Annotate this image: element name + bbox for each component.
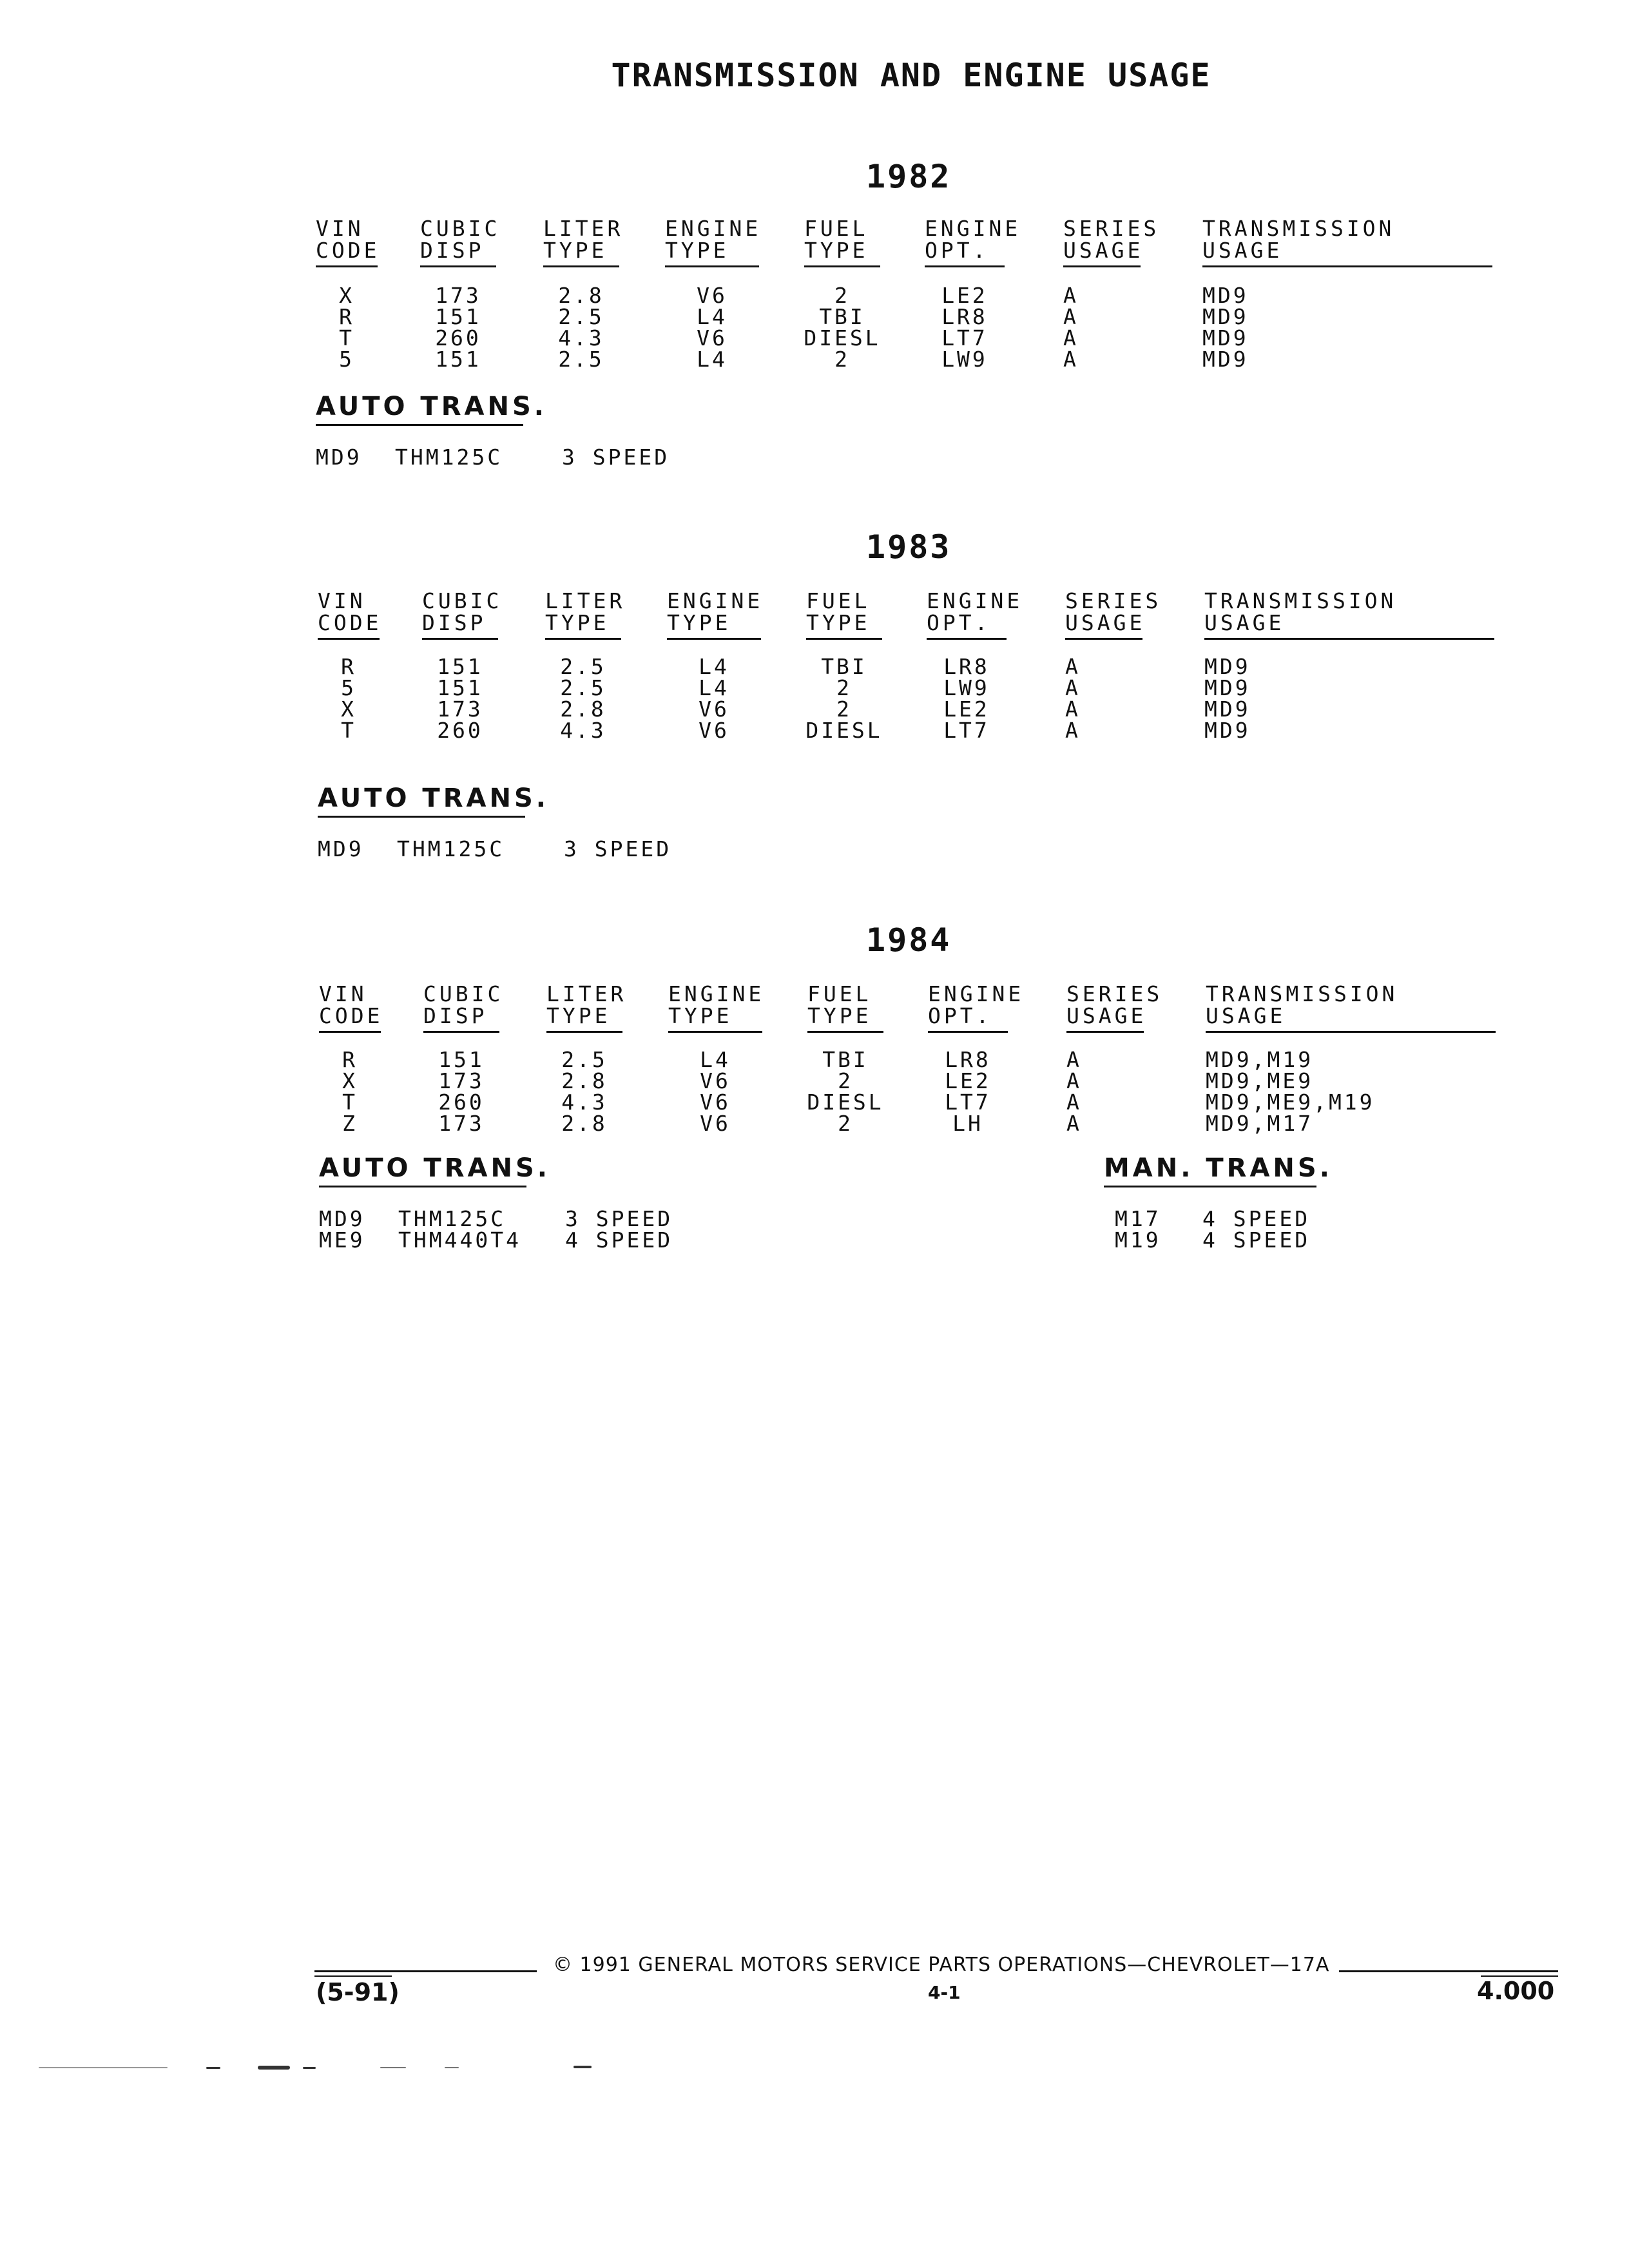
- column-header-underline: [927, 638, 1007, 640]
- table-cell-cubic: 173: [435, 283, 481, 308]
- auto-trans-model: THM125C: [397, 836, 505, 861]
- table-cell-opt: LW9: [941, 347, 988, 372]
- auto-trans-speed: 4 SPEED: [565, 1227, 673, 1253]
- table-cell-vin: R: [341, 654, 356, 679]
- column-header-line2: TYPE: [806, 610, 871, 635]
- table-cell-opt: LR8: [945, 1047, 991, 1072]
- table-cell-engine: V6: [700, 1090, 731, 1115]
- table-cell-engine: V6: [700, 1111, 731, 1136]
- table-cell-cubic: 173: [438, 1068, 485, 1093]
- column-header-vin: [319, 983, 383, 1027]
- table-cell-engine: L4: [697, 304, 728, 329]
- scan-artifact: [380, 2067, 406, 2068]
- table-cell-vin: T: [339, 325, 354, 351]
- column-header-liter: [543, 218, 623, 262]
- table-cell-liter: 4.3: [558, 325, 604, 351]
- table-cell-trans: MD9: [1204, 675, 1251, 700]
- table-cell-series: A: [1066, 1047, 1082, 1072]
- column-header-line1: SERIES: [1065, 588, 1162, 613]
- table-cell-vin: X: [341, 697, 356, 722]
- table-cell-opt: LE2: [941, 283, 988, 308]
- auto-trans-underline: [318, 816, 525, 818]
- column-header-line1: FUEL: [804, 216, 869, 241]
- column-header-underline: [545, 638, 621, 640]
- table-cell-series: A: [1063, 283, 1079, 308]
- table-cell-engine: L4: [699, 654, 729, 679]
- column-header-line1: VIN: [316, 216, 364, 241]
- column-header-underline: [316, 265, 378, 267]
- column-header-engine: [667, 590, 763, 634]
- column-header-line1: CUBIC: [422, 588, 503, 613]
- table-cell-fuel: TBI: [819, 304, 865, 329]
- column-header-underline: [665, 265, 759, 267]
- table-cell-cubic: 173: [438, 1111, 485, 1136]
- column-header-line2: DISP: [423, 1003, 488, 1028]
- table-cell-series: A: [1065, 697, 1081, 722]
- table-cell-opt: LE2: [943, 697, 990, 722]
- table-cell-fuel: 2: [834, 347, 850, 372]
- column-header-line2: TYPE: [543, 238, 608, 263]
- column-header-line2: DISP: [422, 610, 487, 635]
- table-cell-cubic: 173: [437, 697, 483, 722]
- table-cell-engine: V6: [697, 325, 728, 351]
- table-cell-opt: LR8: [941, 304, 988, 329]
- column-header-line2: TYPE: [545, 610, 610, 635]
- table-cell-vin: R: [342, 1047, 358, 1072]
- table-cell-fuel: 2: [838, 1111, 853, 1136]
- table-cell-series: A: [1063, 325, 1079, 351]
- table-cell-fuel: 2: [834, 283, 850, 308]
- column-header-vin: [316, 218, 380, 262]
- column-header-underline: [806, 638, 882, 640]
- table-cell-series: A: [1065, 718, 1081, 743]
- column-header-line2: OPT.: [928, 1003, 992, 1028]
- table-cell-opt: LT7: [943, 718, 990, 743]
- column-header-trans: [1204, 590, 1396, 634]
- table-cell-liter: 2.5: [560, 654, 606, 679]
- column-header-line1: SERIES: [1063, 216, 1160, 241]
- auto-trans-speed: 3 SPEED: [565, 1206, 673, 1231]
- column-header-underline: [423, 1031, 499, 1033]
- man-trans-code: M17: [1115, 1206, 1161, 1231]
- auto-trans-label: AUTO TRANS.: [319, 1153, 550, 1183]
- table-cell-fuel: TBI: [821, 654, 867, 679]
- table-cell-engine: L4: [700, 1047, 731, 1072]
- column-header-line2: TYPE: [807, 1003, 872, 1028]
- auto-trans-model: THM440T4: [398, 1227, 521, 1253]
- table-cell-cubic: 260: [435, 325, 481, 351]
- table-cell-engine: V6: [699, 697, 729, 722]
- table-cell-engine: L4: [697, 347, 728, 372]
- auto-trans-code: ME9: [319, 1227, 365, 1253]
- column-header-line2: CODE: [316, 238, 380, 263]
- column-header-line1: ENGINE: [667, 588, 764, 613]
- column-header-line2: OPT.: [925, 238, 989, 263]
- column-header-line1: LITER: [546, 981, 627, 1006]
- table-cell-trans: MD9,ME9,M19: [1206, 1090, 1375, 1115]
- footer-copyright: © 1991 GENERAL MOTORS SERVICE PARTS OPERATIONS—CHEVROLET—17A: [553, 1954, 1330, 1976]
- column-header-fuel: [804, 218, 868, 262]
- column-header-series: [1066, 983, 1162, 1027]
- man-trans-underline: [1104, 1186, 1316, 1187]
- year-heading: 1982: [866, 158, 952, 195]
- column-header-underline: [546, 1031, 622, 1033]
- footer-section-number: 4.000: [1477, 1977, 1555, 2005]
- column-header-line1: ENGINE: [927, 588, 1023, 613]
- table-cell-liter: 2.8: [560, 697, 606, 722]
- table-cell-trans: MD9,M19: [1206, 1047, 1314, 1072]
- year-heading: 1983: [866, 528, 952, 566]
- auto-trans-speed: 3 SPEED: [564, 836, 672, 861]
- table-cell-series: A: [1066, 1111, 1082, 1136]
- table-cell-engine: V6: [697, 283, 728, 308]
- column-header-opt: [925, 218, 1021, 262]
- column-header-underline: [1206, 1031, 1496, 1033]
- table-cell-trans: MD9: [1202, 283, 1249, 308]
- table-cell-trans: MD9: [1204, 654, 1251, 679]
- column-header-underline: [807, 1031, 883, 1033]
- table-cell-fuel: DIESL: [804, 325, 881, 351]
- scan-artifact: [39, 2067, 168, 2068]
- table-cell-cubic: 260: [437, 718, 483, 743]
- column-header-underline: [422, 638, 498, 640]
- column-header-cubic: [423, 983, 503, 1027]
- year-heading: 1984: [866, 921, 952, 959]
- column-header-line1: ENGINE: [665, 216, 762, 241]
- table-cell-cubic: 151: [438, 1047, 485, 1072]
- table-cell-opt: LW9: [943, 675, 990, 700]
- column-header-line2: USAGE: [1204, 610, 1285, 635]
- column-header-line1: CUBIC: [423, 981, 504, 1006]
- column-header-underline: [1202, 265, 1492, 267]
- table-cell-vin: T: [341, 718, 356, 743]
- table-cell-series: A: [1063, 347, 1079, 372]
- column-header-line2: TYPE: [546, 1003, 611, 1028]
- column-header-line1: TRANSMISSION: [1204, 588, 1397, 613]
- table-cell-fuel: DIESL: [807, 1090, 884, 1115]
- table-cell-fuel: 2: [838, 1068, 853, 1093]
- table-cell-opt: LT7: [945, 1090, 991, 1115]
- column-header-line2: TYPE: [804, 238, 869, 263]
- table-cell-fuel: 2: [836, 675, 852, 700]
- table-cell-trans: MD9: [1202, 304, 1249, 329]
- column-header-line2: USAGE: [1065, 610, 1146, 635]
- table-cell-fuel: 2: [836, 697, 852, 722]
- scan-artifact: [574, 2066, 592, 2068]
- table-cell-trans: MD9,M17: [1206, 1111, 1314, 1136]
- column-header-trans: [1202, 218, 1394, 262]
- footer-date: (5-91): [316, 1978, 400, 2006]
- column-header-line1: TRANSMISSION: [1202, 216, 1395, 241]
- column-header-line1: FUEL: [806, 588, 871, 613]
- table-cell-series: A: [1066, 1090, 1082, 1115]
- table-cell-vin: Z: [342, 1111, 358, 1136]
- column-header-opt: [927, 590, 1023, 634]
- column-header-line1: ENGINE: [925, 216, 1021, 241]
- column-header-underline: [925, 265, 1005, 267]
- column-header-line1: VIN: [318, 588, 366, 613]
- column-header-fuel: [807, 983, 871, 1027]
- column-header-underline: [928, 1031, 1008, 1033]
- column-header-vin: [318, 590, 381, 634]
- table-cell-series: A: [1065, 675, 1081, 700]
- column-header-line1: FUEL: [807, 981, 872, 1006]
- column-header-line2: OPT.: [927, 610, 991, 635]
- page-title: TRANSMISSION AND ENGINE USAGE: [611, 57, 1211, 94]
- table-cell-trans: MD9: [1202, 325, 1249, 351]
- auto-trans-model: THM125C: [398, 1206, 506, 1231]
- column-header-line1: ENGINE: [928, 981, 1025, 1006]
- man-trans-speed: 4 SPEED: [1202, 1227, 1311, 1253]
- man-trans-label: MAN. TRANS.: [1104, 1153, 1333, 1183]
- column-header-line2: CODE: [318, 610, 382, 635]
- column-header-line1: LITER: [543, 216, 624, 241]
- column-header-underline: [1065, 638, 1142, 640]
- column-header-cubic: [422, 590, 502, 634]
- table-cell-trans: MD9: [1202, 347, 1249, 372]
- scan-artifact: [206, 2067, 220, 2069]
- column-header-underline: [319, 1031, 381, 1033]
- table-cell-vin: R: [339, 304, 354, 329]
- table-cell-liter: 2.8: [558, 283, 604, 308]
- table-cell-opt: LH: [952, 1111, 983, 1136]
- table-cell-liter: 2.8: [561, 1068, 608, 1093]
- column-header-liter: [546, 983, 626, 1027]
- column-header-engine: [665, 218, 761, 262]
- column-header-line2: USAGE: [1066, 1003, 1147, 1028]
- table-cell-cubic: 151: [437, 675, 483, 700]
- column-header-underline: [1066, 1031, 1144, 1033]
- table-cell-liter: 2.5: [558, 347, 604, 372]
- column-header-underline: [1063, 265, 1141, 267]
- column-header-line2: TYPE: [667, 610, 731, 635]
- table-cell-liter: 2.8: [561, 1111, 608, 1136]
- column-header-line2: TYPE: [665, 238, 729, 263]
- column-header-line1: VIN: [319, 981, 367, 1006]
- table-cell-liter: 4.3: [560, 718, 606, 743]
- table-cell-vin: T: [342, 1090, 358, 1115]
- column-header-line2: USAGE: [1063, 238, 1144, 263]
- column-header-line1: TRANSMISSION: [1206, 981, 1398, 1006]
- footer-page-number: 4-1: [928, 1982, 961, 2003]
- table-cell-engine: L4: [699, 675, 729, 700]
- table-cell-trans: MD9: [1204, 718, 1251, 743]
- auto-trans-code: MD9: [316, 445, 362, 470]
- table-cell-series: A: [1065, 654, 1081, 679]
- auto-trans-code: MD9: [318, 836, 364, 861]
- auto-trans-speed: 3 SPEED: [562, 445, 670, 470]
- table-cell-liter: 2.5: [558, 304, 604, 329]
- column-header-underline: [318, 638, 380, 640]
- footer-rule-bottom-left: [314, 1975, 392, 1977]
- table-cell-liter: 2.5: [560, 675, 606, 700]
- man-trans-code: M19: [1115, 1227, 1161, 1253]
- column-header-series: [1063, 218, 1159, 262]
- table-cell-vin: 5: [341, 675, 356, 700]
- column-header-line2: USAGE: [1206, 1003, 1286, 1028]
- table-cell-fuel: DIESL: [805, 718, 883, 743]
- column-header-fuel: [806, 590, 870, 634]
- table-cell-cubic: 151: [435, 304, 481, 329]
- table-cell-series: A: [1063, 304, 1079, 329]
- scan-artifact: [445, 2067, 459, 2068]
- column-header-trans: [1206, 983, 1398, 1027]
- table-cell-opt: LE2: [945, 1068, 991, 1093]
- auto-trans-model: THM125C: [395, 445, 503, 470]
- table-cell-vin: X: [339, 283, 354, 308]
- table-cell-trans: MD9: [1204, 697, 1251, 722]
- table-cell-liter: 4.3: [561, 1090, 608, 1115]
- table-cell-opt: LT7: [941, 325, 988, 351]
- auto-trans-code: MD9: [319, 1206, 365, 1231]
- scan-artifact: [258, 2066, 290, 2070]
- table-cell-fuel: TBI: [822, 1047, 869, 1072]
- column-header-underline: [668, 1031, 762, 1033]
- table-cell-cubic: 151: [435, 347, 481, 372]
- column-header-line2: CODE: [319, 1003, 383, 1028]
- column-header-liter: [545, 590, 625, 634]
- column-header-line1: CUBIC: [420, 216, 501, 241]
- table-cell-series: A: [1066, 1068, 1082, 1093]
- table-cell-cubic: 260: [438, 1090, 485, 1115]
- column-header-line2: USAGE: [1202, 238, 1283, 263]
- column-header-underline: [1204, 638, 1494, 640]
- auto-trans-label: AUTO TRANS.: [318, 783, 549, 813]
- column-header-cubic: [420, 218, 500, 262]
- column-header-line1: ENGINE: [668, 981, 765, 1006]
- column-header-line1: LITER: [545, 588, 626, 613]
- table-cell-cubic: 151: [437, 654, 483, 679]
- column-header-line2: TYPE: [668, 1003, 733, 1028]
- column-header-underline: [543, 265, 619, 267]
- table-cell-opt: LR8: [943, 654, 990, 679]
- column-header-series: [1065, 590, 1161, 634]
- auto-trans-underline: [319, 1186, 526, 1187]
- table-cell-trans: MD9,ME9: [1206, 1068, 1314, 1093]
- footer-rule-right: [1339, 1970, 1558, 1972]
- man-trans-speed: 4 SPEED: [1202, 1206, 1311, 1231]
- column-header-engine: [668, 983, 764, 1027]
- column-header-line1: SERIES: [1066, 981, 1163, 1006]
- column-header-underline: [667, 638, 761, 640]
- column-header-underline: [420, 265, 496, 267]
- table-cell-vin: 5: [339, 347, 354, 372]
- table-cell-engine: V6: [700, 1068, 731, 1093]
- column-header-underline: [804, 265, 880, 267]
- column-header-line2: DISP: [420, 238, 485, 263]
- auto-trans-label: AUTO TRANS.: [316, 392, 547, 421]
- table-cell-liter: 2.5: [561, 1047, 608, 1072]
- footer-rule-left: [314, 1970, 537, 1972]
- table-cell-vin: X: [342, 1068, 358, 1093]
- scan-artifact: [303, 2067, 316, 2069]
- auto-trans-underline: [316, 424, 523, 426]
- column-header-opt: [928, 983, 1024, 1027]
- table-cell-engine: V6: [699, 718, 729, 743]
